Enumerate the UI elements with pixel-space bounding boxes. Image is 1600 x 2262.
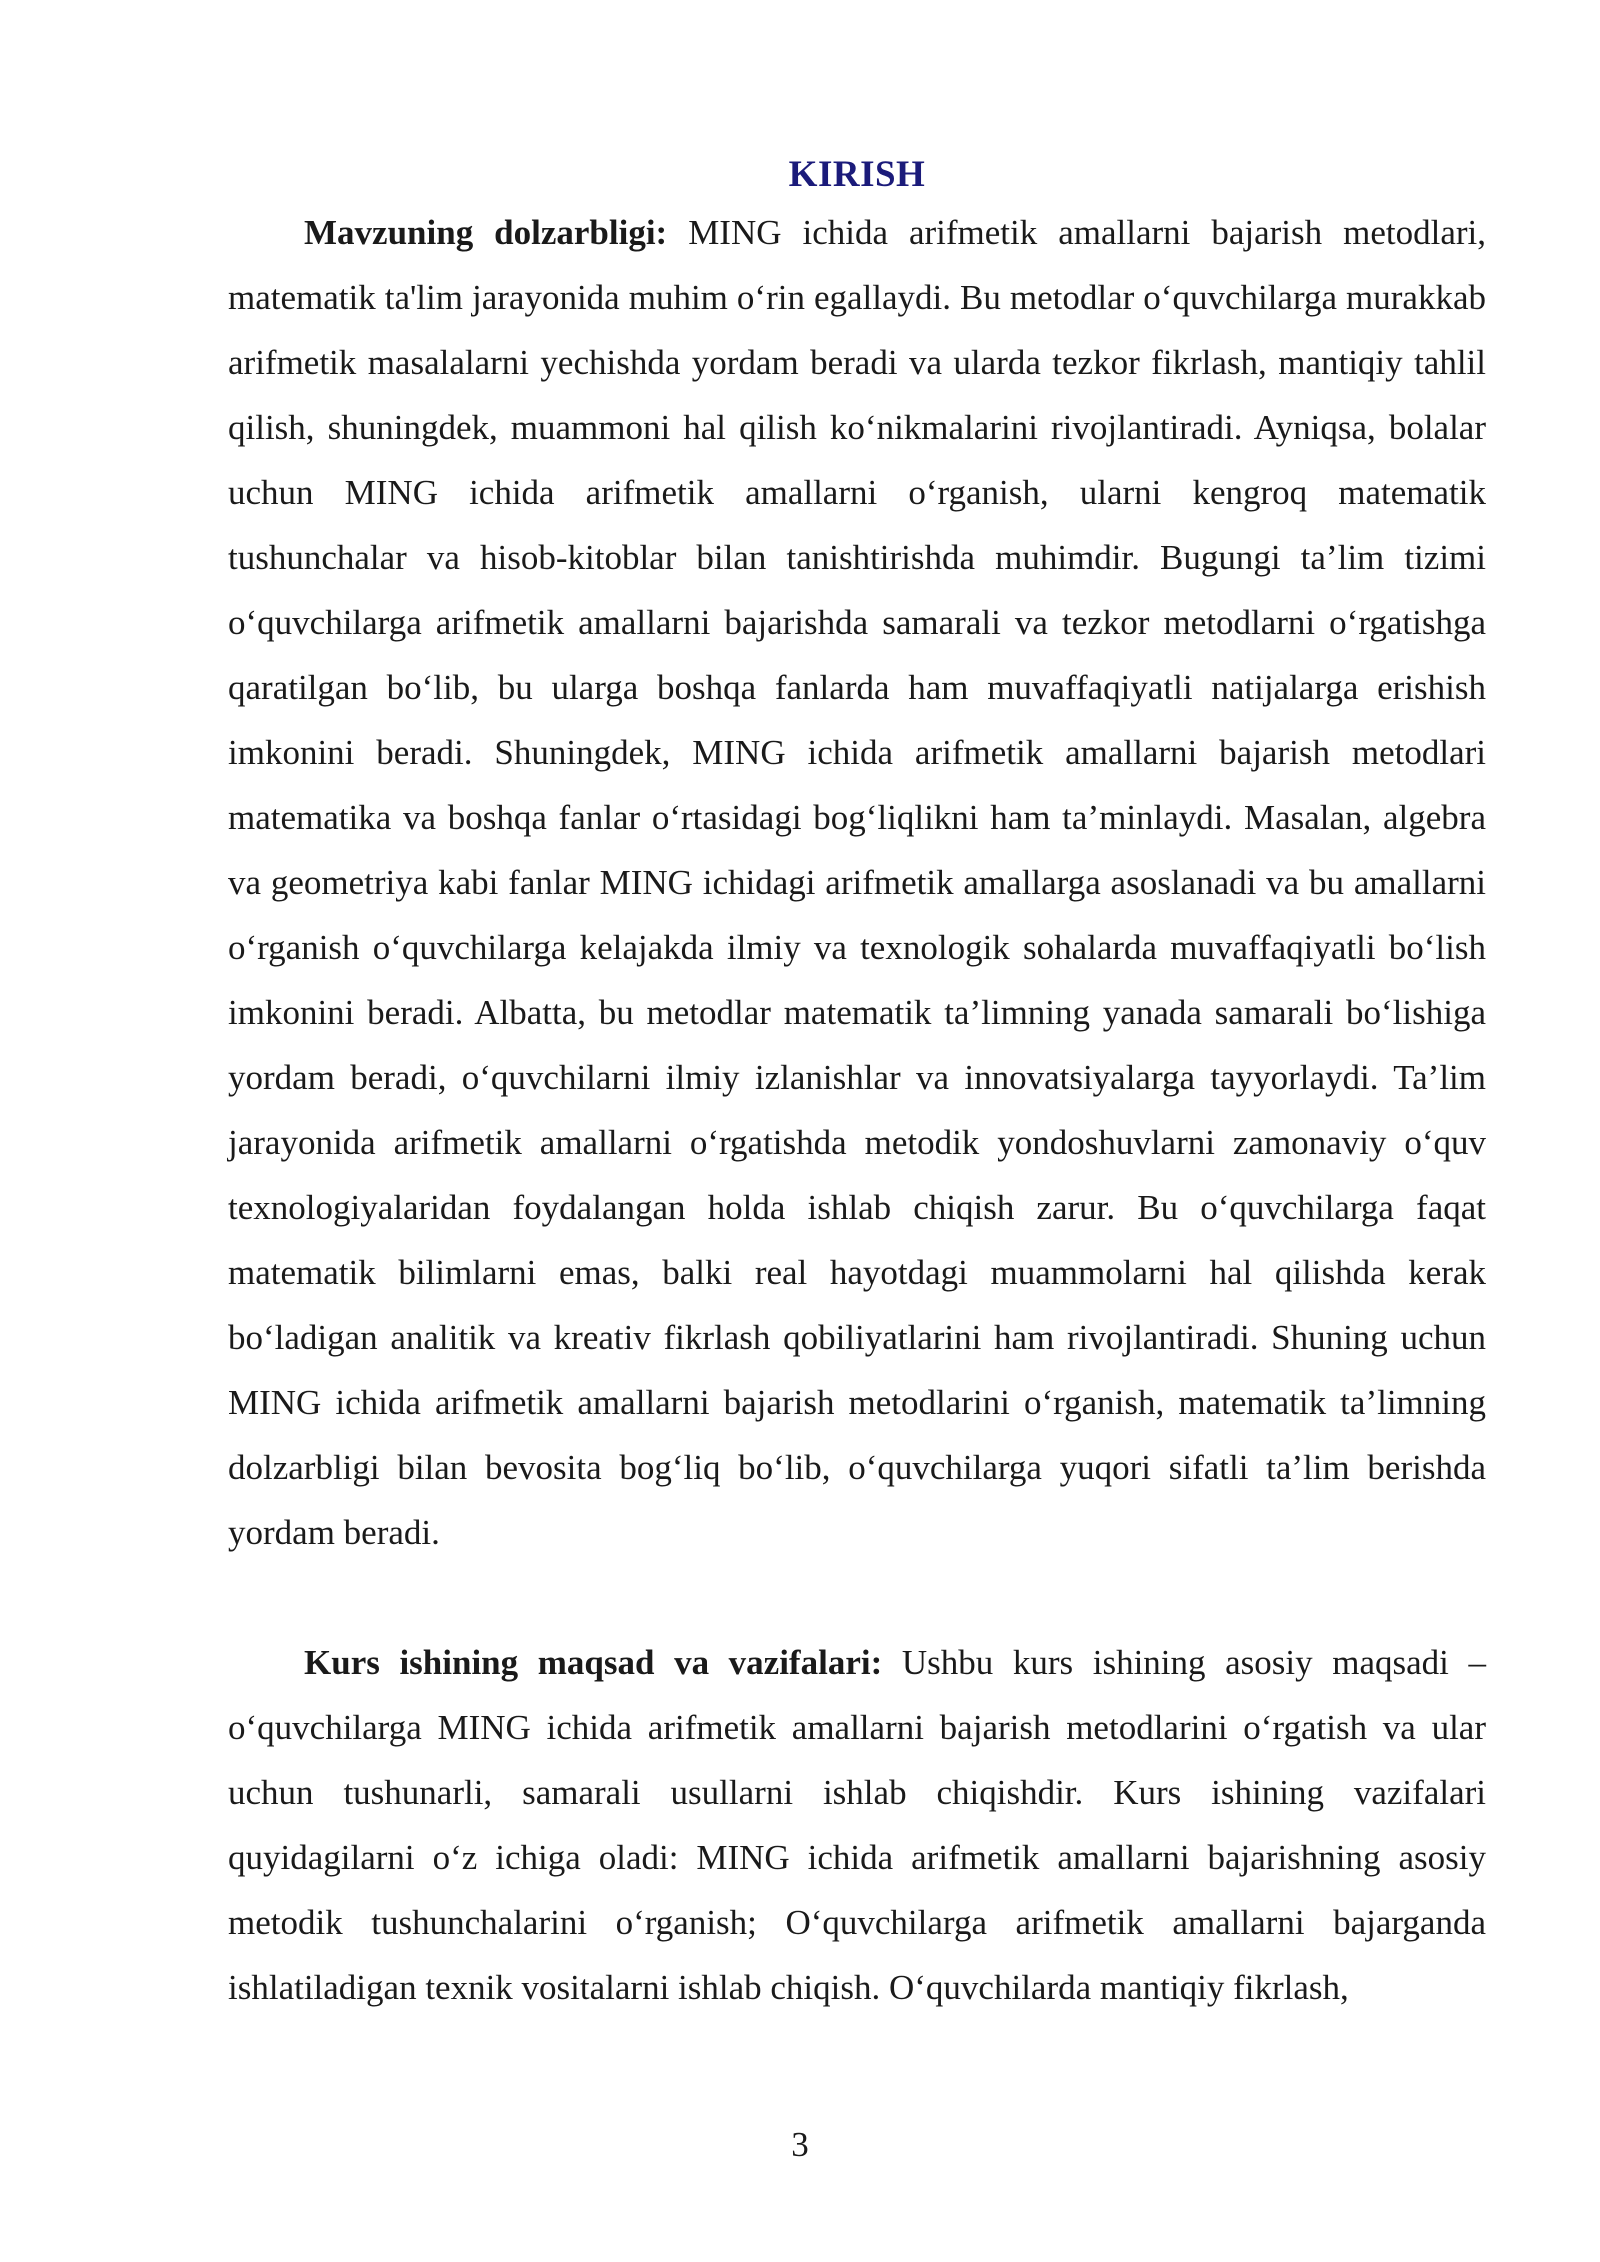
paragraph-relevance [228,200,1486,1565]
section-heading: KIRISH [788,154,926,195]
paragraph-text: Ushbu kurs ishining asosiy maqsadi – oʻquvchilarga MING ichida arifmetik amallarni bajarish metodlarini oʻrgatish va ular uchun tushunarli, samarali usullarni ishlab chiqishdir. Kurs ishining vazifalari quyidagilarni oʻz ichiga oladi: MING ichida arifmetik amallarni bajarishning asosiy metodik tushunchalarini oʻrganish; Oʻquvchilarga arifmetik amallarni bajarganda ishlatiladigan texnik vositalarni ishlab chiqish. Oʻquvchilarda mantiqiy fikrlash, [228,1643,1486,2007]
document-page [228,150,1486,2020]
paragraph-text: MING ichida arifmetik amallarni bajarish metodlari, matematik ta'lim jarayonida muhim oʻrin egallaydi. Bu metodlar oʻquvchilarga murakkab arifmetik masalalarni yechishda yordam beradi va ularda tezkor fikrlash, mantiqiy tahlil qilish, shuningdek, muammoni hal qilish koʻnikmalarini rivojlantiradi. Ayniqsa, bolalar uchun MING ichida arifmetik amallarni oʻrganish, ularni kengroq matematik tushunchalar va hisob-kitoblar bilan tanishtirishda muhimdir. Bugungi ta’lim tizimi oʻquvchilarga arifmetik amallarni bajarishda samarali va tezkor metodlarni oʻrgatishga qaratilgan boʻlib, bu ularga boshqa fanlarda ham muvaffaqiyatli natijalarga erishish imkonini beradi. Shuningdek, MING ichida arifmetik amallarni bajarish metodlari matematika va boshqa fanlar oʻrtasidagi bogʻliqlikni ham ta’minlaydi. Masalan, algebra va geometriya kabi fanlar MING ichidagi arifmetik amallarga asoslanadi va bu amallarni oʻrganish oʻquvchilarga kelajakda ilmiy va texnologik sohalarda muvaffaqiyatli boʻlish imkonini beradi. Albatta, bu metodlar matematik ta’limning yanada samarali boʻlishiga yordam beradi, oʻquvchilarni ilmiy izlanishlar va innovatsiyalarga tayyorlaydi. Ta’lim jarayonida arifmetik amallarni oʻrgatishda metodik yondoshuvlarni zamonaviy oʻquv texnologiyalaridan foydalangan holda ishlab chiqish zarur. Bu oʻquvchilarga faqat matematik bilimlarni emas, balki real hayotdagi muammolarni hal qilishda kerak boʻladigan analitik va kreativ fikrlash qobiliyatlarini ham rivojlantiradi. Shuning uchun MING ichida arifmetik amallarni bajarish metodlarini oʻrganish, matematik ta’limning dolzarbligi bilan bevosita bogʻliq boʻlib, oʻquvchilarga yuqori sifatli ta’lim berishda yordam beradi. [228,213,1486,1552]
paragraph-lead: Kurs ishining maqsad va vazifalari: [304,1643,883,1682]
paragraph-lead: Mavzuning dolzarbligi: [304,213,668,252]
paragraph-goals [228,1630,1486,2020]
page-number: 3 [791,2125,809,2164]
